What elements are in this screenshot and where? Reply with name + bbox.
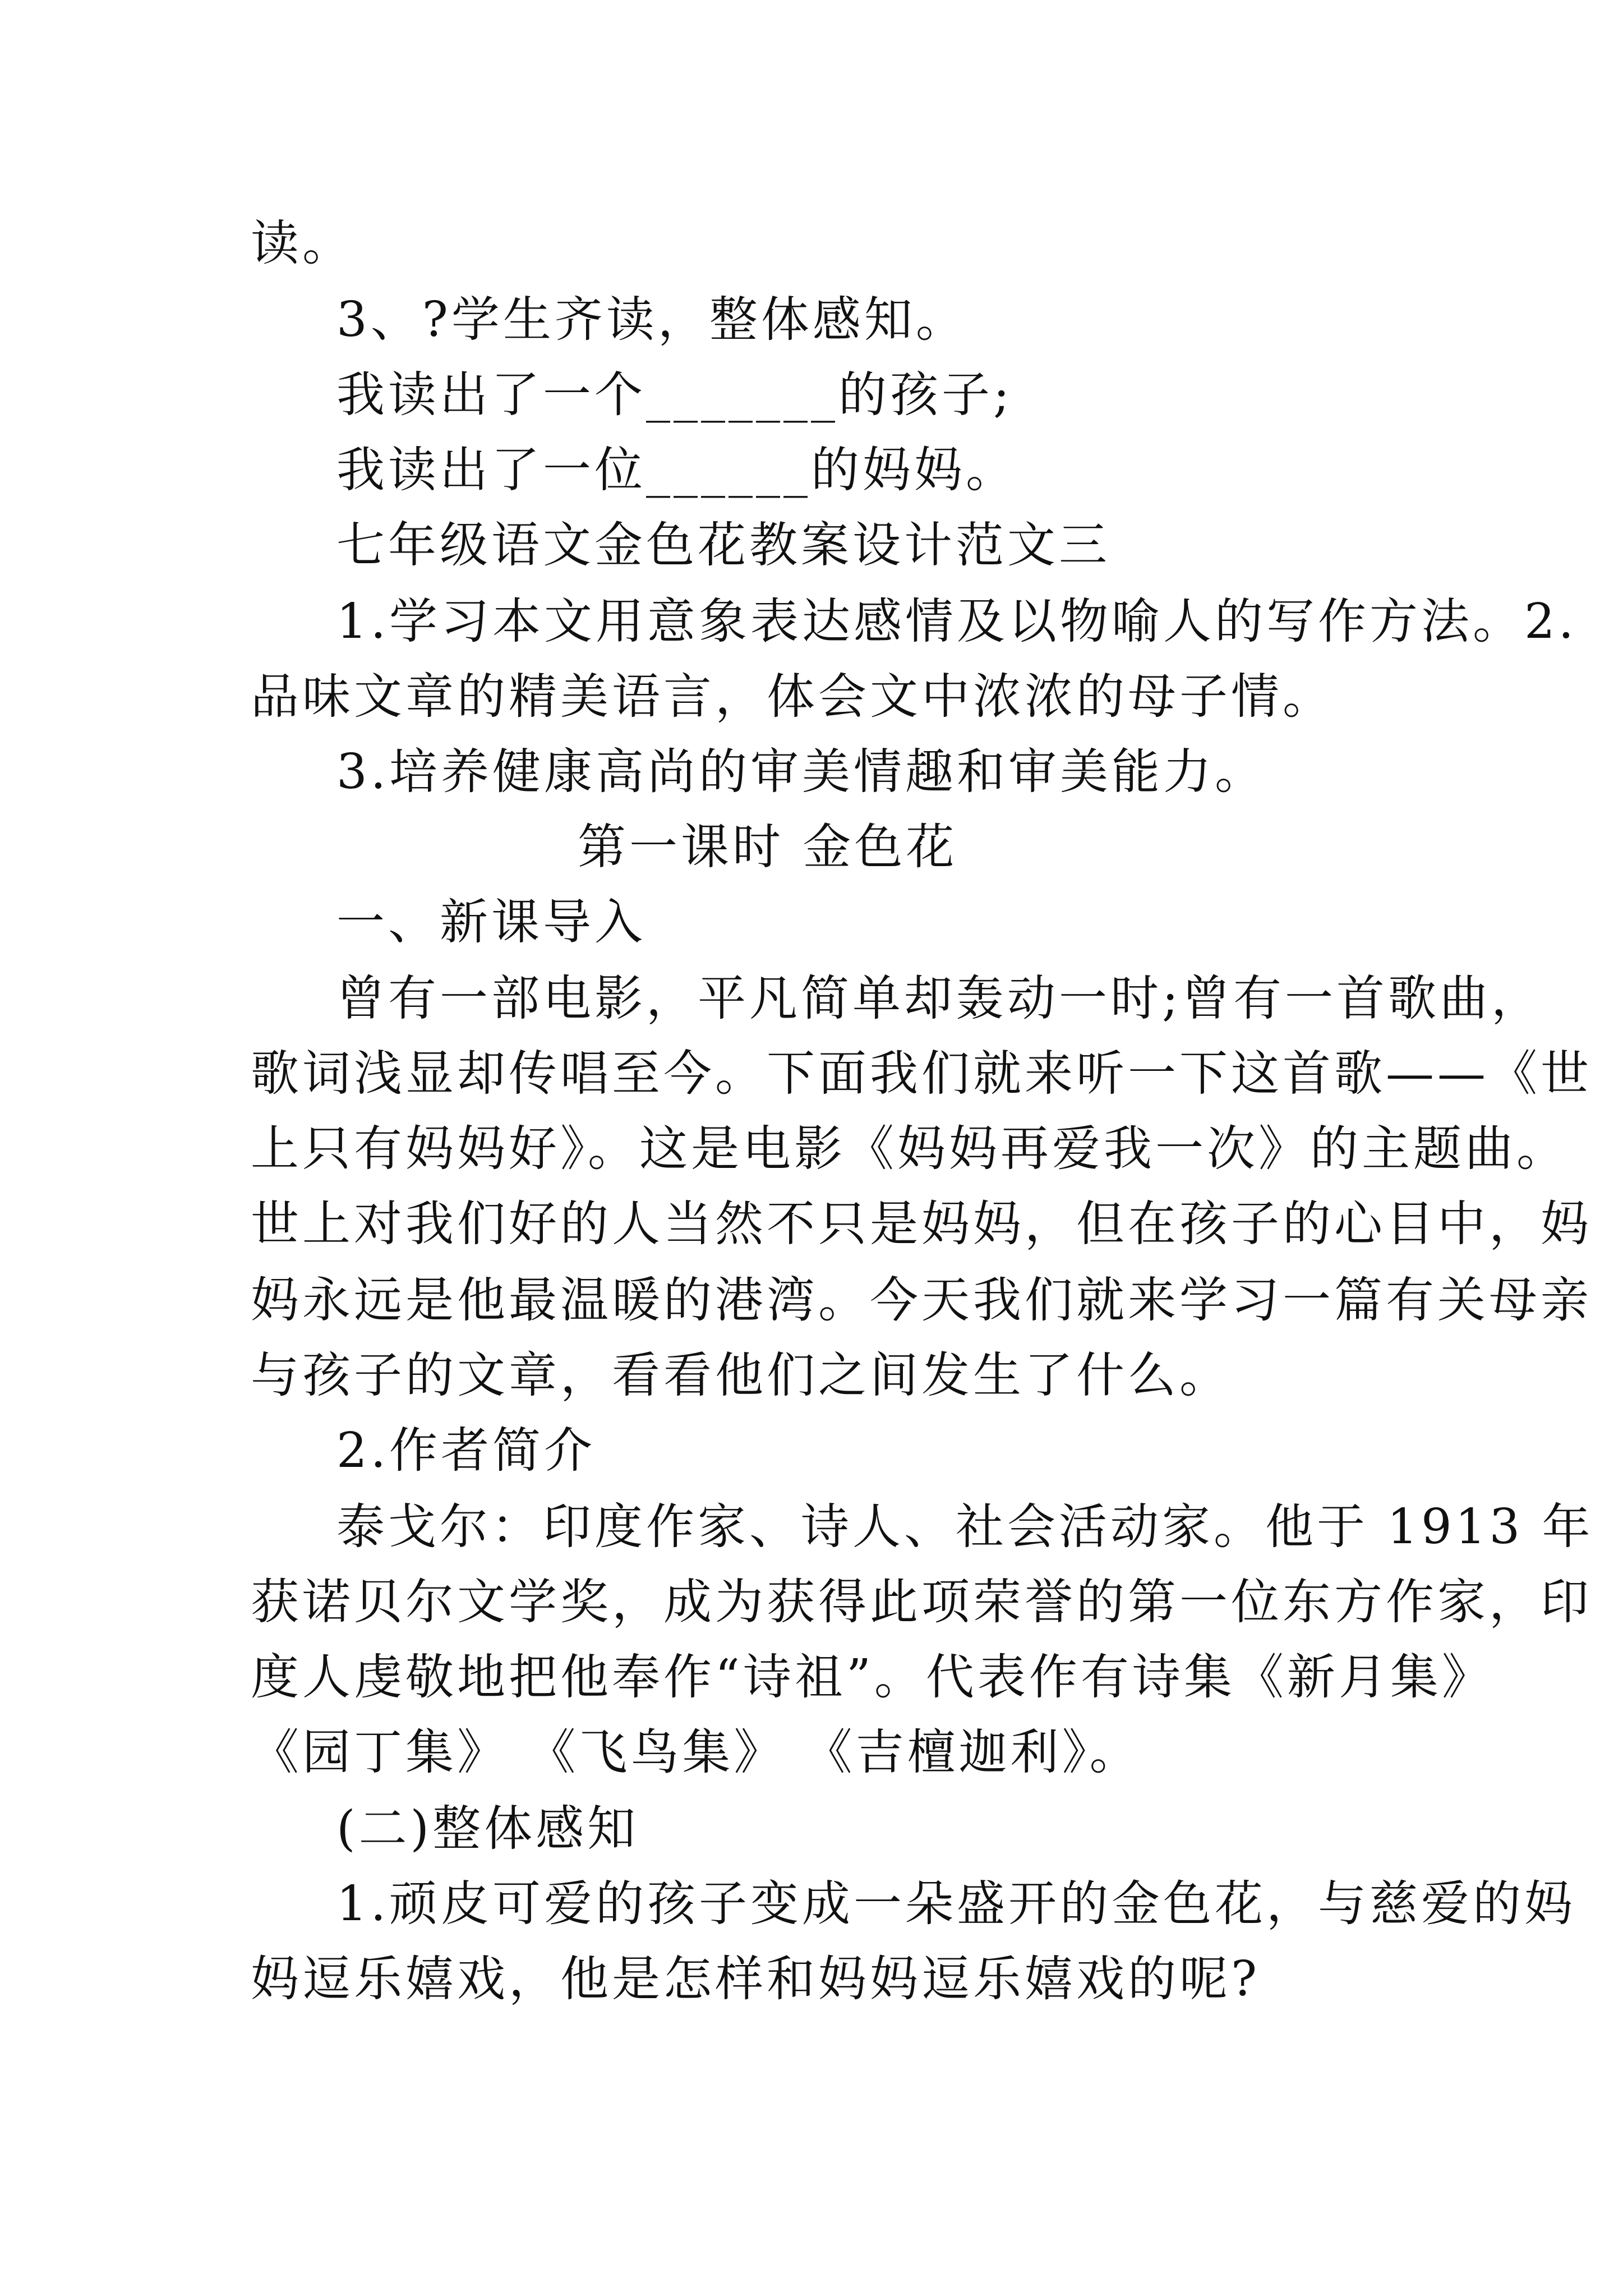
text-line: 妈逗乐嬉戏，他是怎样和妈妈逗乐嬉戏的呢? (251, 1951, 1261, 2007)
text-line: 我读出了一位______的妈妈。 (336, 442, 1017, 498)
text-line: 《园丁集》 《飞鸟集》 《吉檀迦利》。 (251, 1724, 1141, 1780)
text-line: 妈永远是他最温暖的港湾。今天我们就来学习一篇有关母亲 (251, 1272, 1592, 1328)
text-line: 世上对我们好的人当然不只是妈妈，但在孩子的心目中，妈 (251, 1196, 1592, 1252)
section-heading: (二)整体感知 (336, 1801, 639, 1857)
text-line: 3.培养健康高尚的审美情趣和审美能力。 (336, 744, 1267, 800)
text-line: 1.学习本文用意象表达感情及以物喻人的写作方法。2. (336, 593, 1578, 650)
text-line: 品味文章的精美语言，体会文中浓浓的母子情。 (251, 669, 1334, 725)
text-line: 读。 (251, 215, 354, 272)
text-line: 1.顽皮可爱的孩子变成一朵盛开的金色花，与慈爱的妈 (336, 1876, 1576, 1932)
text-line: 3、?学生齐读，整体感知。 (336, 292, 967, 348)
text-line: 获诺贝尔文学奖，成为获得此项荣誉的第一位东方作家，印 (251, 1574, 1592, 1630)
text-line: 上只有妈妈好》。这是电影《妈妈再爱我一次》的主题曲。 (251, 1121, 1568, 1177)
text-line: 歌词浅显却传唱至今。下面我们就来听一下这首歌——《世 (251, 1046, 1592, 1102)
section-heading: 2.作者简介 (336, 1423, 596, 1479)
text-line: 曾有一部电影，平凡简单却轰动一时;曾有一首歌曲， (336, 970, 1543, 1027)
text-line: 我读出了一个_______的孩子; (336, 367, 1013, 423)
text-line: 泰戈尔：印度作家、诗人、社会活动家。他于 1913 年 (336, 1499, 1594, 1555)
section-heading: 七年级语文金色花教案设计范文三 (336, 517, 1110, 573)
text-line: 与孩子的文章，看看他们之间发生了什么。 (251, 1347, 1231, 1404)
section-heading: 一、新课导入 (336, 894, 646, 950)
text-line: 度人虔敬地把他奉作“诗祖”。代表作有诗集《新月集》 (251, 1649, 1493, 1705)
lesson-title: 第一课时 金色花 (578, 819, 958, 875)
